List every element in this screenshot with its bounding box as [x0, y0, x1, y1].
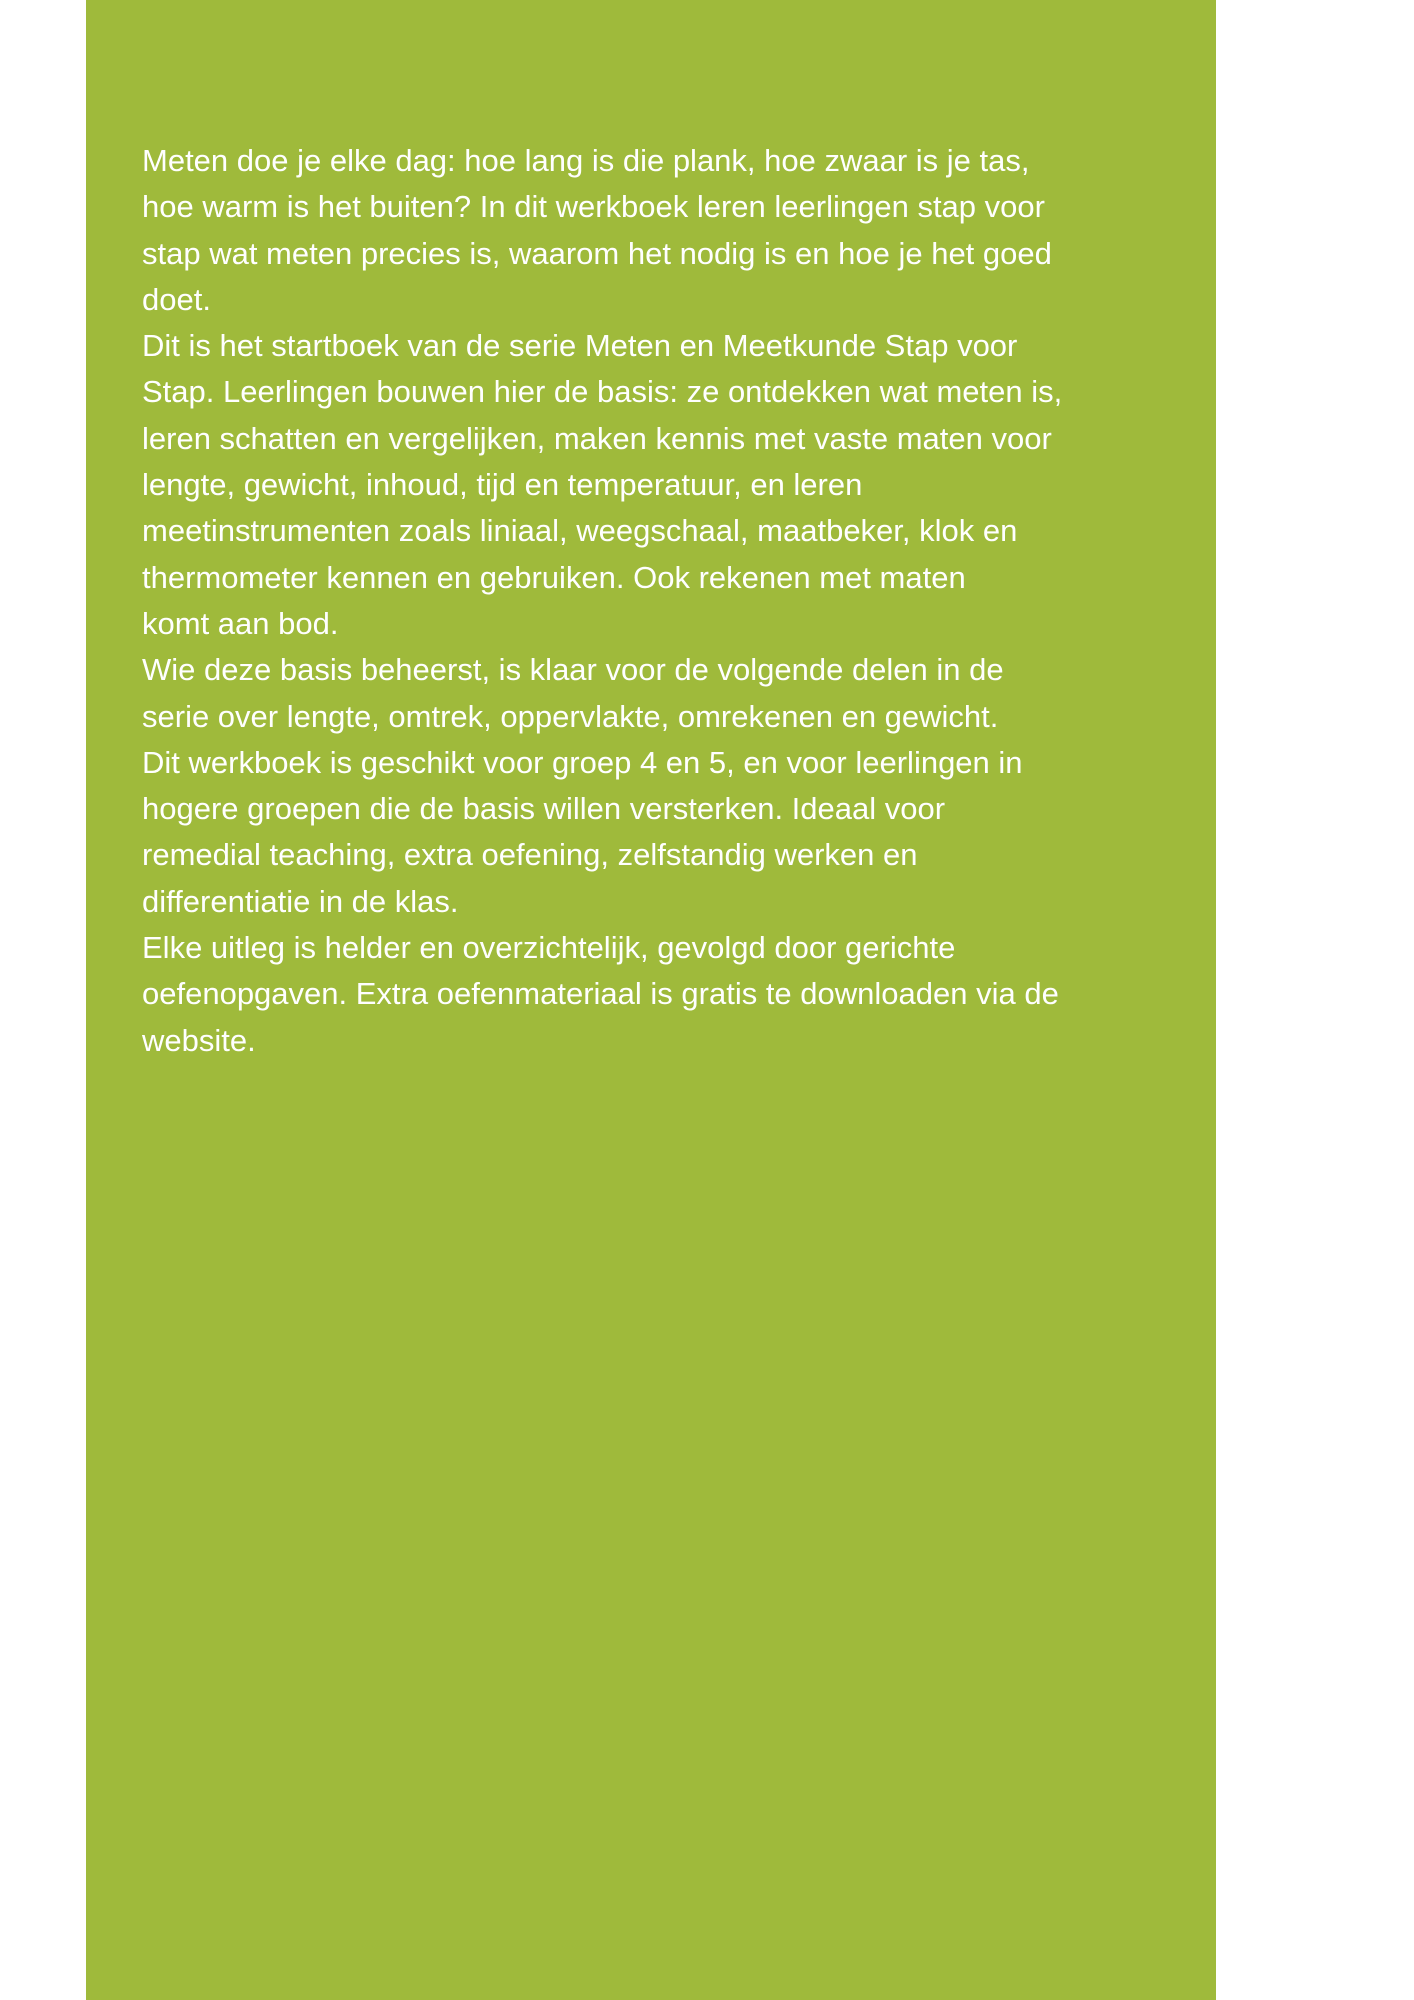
paragraph-intro: Meten doe je elke dag: hoe lang is die plank, hoe zwaar is je tas, hoe warm is het buiten? In dit werkboek leren leerlingen stap voor stap wat meten precies is, waarom het nodig is en hoe je het goed doet.	[142, 143, 1052, 317]
back-cover-text	[142, 138, 1152, 1064]
paragraph-next-parts: Wie deze basis beheerst, is klaar voor de volgende delen in de serie over lengte, omtrek, oppervlakte, omrekenen en gewicht.	[142, 652, 1004, 734]
paragraph-series: Dit is het startboek van de serie Meten en Meetkunde Stap voor Stap. Leerlingen bouwen hier de basis: ze ontdekken wat meten is, leren schatten en vergelijken, maken kennis met vaste maten voor lengte, gewicht, inhoud, tijd en temperatuur, en leren meetinstrumenten zoals liniaal, weegschaal, maatbeker, klok en thermometer kennen en gebruiken. Ook rekenen met maten komt aan bod.	[142, 328, 1063, 641]
paragraph-audience: Dit werkboek is geschikt voor groep 4 en 5, en voor leerlingen in hogere groepen die de basis willen versterken. Ideaal voor remedial teaching, extra oefening, zelfstandig werken en differentiatie in de klas.	[142, 744, 1023, 919]
paragraph-materials: Elke uitleg is helder en overzichtelijk, gevolgd door gerichte oefenopgaven. Extra oefenmateriaal is gratis te downloaden via de website.	[142, 930, 1059, 1058]
